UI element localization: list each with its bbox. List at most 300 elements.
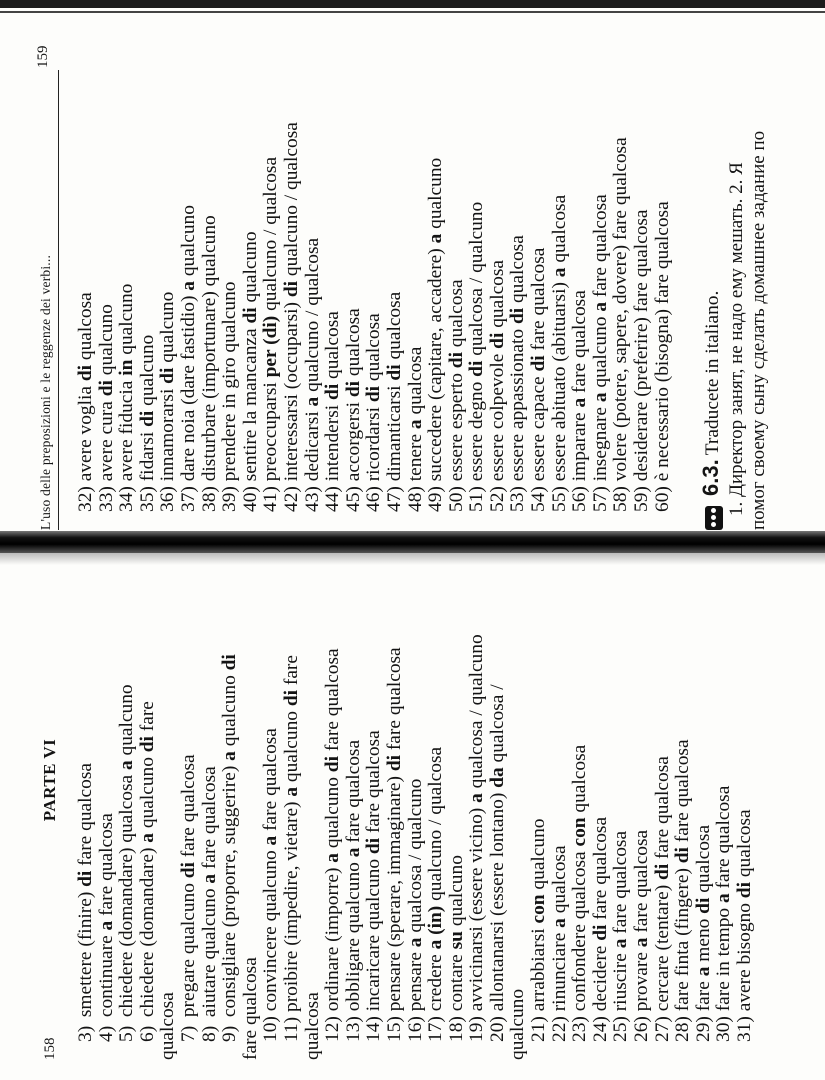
item-text: smettere (finire) [75, 886, 96, 1018]
item-text: qualcosa [548, 845, 570, 919]
item-text: preoccuparsi [260, 377, 282, 482]
item-text: qualcuno [177, 205, 199, 281]
item-text: qualcuno [136, 752, 158, 834]
item-text: essere degno [466, 376, 488, 482]
exercise-number: 6.3. [698, 459, 723, 496]
preposition: con [528, 894, 550, 924]
preposition: di [75, 870, 96, 887]
list-item [714, 560, 735, 1060]
preposition: a [569, 397, 591, 408]
item-number: 35) [136, 486, 158, 512]
item-text: consigliare (proporre, suggerire) [219, 760, 241, 1018]
preposition: a [404, 937, 426, 948]
item-text: qualcuno / qualcosa [260, 156, 282, 316]
item-number: 8) [198, 1025, 220, 1042]
page-159 [30, 30, 820, 530]
item-number: 20) [486, 1016, 508, 1042]
item-number: 50) [445, 486, 467, 512]
list-item [282, 560, 303, 1060]
item-text: qualcuno [280, 706, 302, 787]
preposition: di [734, 882, 755, 899]
item-number: 47) [383, 486, 405, 512]
exercise-dots-icon [705, 506, 723, 530]
list-item [570, 70, 591, 530]
list-item [406, 560, 427, 1060]
preposition: di [363, 837, 385, 855]
item-number: 34) [116, 486, 138, 512]
item-number: 19) [466, 1016, 488, 1042]
item-text: qualcuno [136, 334, 158, 411]
item-text: accorgersi [342, 397, 364, 482]
exercise-text-line-1: 1. Директор занят, не надо ему мешать. 2. Я [726, 162, 747, 516]
list-item [200, 70, 221, 530]
list-item [76, 70, 97, 530]
preposition: di [692, 897, 714, 914]
item-text: qualcosa [692, 824, 714, 898]
item-text: fare in tempo [713, 903, 735, 1012]
item-text: fare qualcosa [342, 739, 364, 848]
preposition: a [177, 280, 199, 291]
list-item [508, 70, 529, 530]
list-item [385, 560, 406, 1060]
item-text: qualcuno [589, 311, 611, 393]
item-number: 56) [569, 486, 591, 512]
preposition: di [157, 367, 179, 384]
preposition: a [280, 786, 302, 797]
item-text: qualcosa [383, 291, 405, 365]
item-text: innamorarsi [157, 383, 179, 482]
preposition: di [177, 862, 199, 879]
item-number: 15) [383, 1016, 405, 1042]
item-text: fare qualcosa [177, 754, 199, 863]
item-text: dimanticarsi [383, 380, 405, 482]
item-number: 5) [116, 1025, 138, 1042]
item-number: 9) [219, 1025, 241, 1042]
item-number: 29) [692, 1016, 714, 1042]
list-item [117, 70, 138, 530]
preposition: di [486, 332, 508, 349]
item-text: qualcuno / qualcosa [301, 237, 323, 397]
item-text: continuare [95, 930, 117, 1018]
part-title: PARTE VI [40, 738, 59, 822]
item-text: qualcuno [425, 157, 447, 234]
item-text: arrabbiarsi [528, 923, 550, 1012]
item-text: proibire (impedire, vietare) [280, 796, 302, 1012]
item-number: 37) [177, 486, 199, 512]
item-text: fare qualcosa [631, 829, 653, 938]
scan-edge-line [0, 11, 825, 13]
item-number: 12) [322, 1016, 344, 1042]
list-item-continuation [508, 560, 529, 1060]
list-item [488, 560, 509, 1060]
list-item [529, 70, 550, 530]
preposition: di [528, 355, 550, 372]
list-item [220, 560, 241, 1060]
preposition: per (di) [260, 315, 282, 378]
preposition: di [95, 380, 117, 397]
item-text: succedere (capitare, accadere) [425, 243, 447, 482]
item-text: qualcuno [219, 670, 241, 752]
item-text: meno [692, 913, 714, 967]
preposition: a [95, 920, 117, 931]
page-158 [30, 540, 820, 1080]
item-number: 44) [322, 486, 344, 512]
list-item [550, 70, 571, 530]
item-number: 25) [610, 1016, 632, 1042]
item-text: qualcuno [239, 231, 261, 308]
item-text: credere [425, 949, 447, 1012]
list-item [344, 70, 365, 530]
item-text: fare qualcosa [239, 957, 261, 1060]
preposition: di [239, 307, 261, 324]
preposition: a [589, 301, 611, 312]
item-text: qualcuno / qualcosa [280, 122, 302, 281]
item-text: imparare [569, 407, 591, 482]
item-number: 28) [672, 1016, 694, 1042]
preposition: a [425, 233, 447, 244]
item-text: fare qualcosa [322, 648, 344, 757]
list-item [591, 70, 612, 530]
item-text: obbligare qualcuno [342, 857, 364, 1012]
list-item [97, 560, 118, 1060]
item-number: 21) [528, 1016, 550, 1042]
preposition: di [672, 847, 694, 864]
list-item [344, 560, 365, 1060]
item-number: 14) [363, 1016, 385, 1042]
item-text: qualcosa [734, 809, 755, 883]
list-item [323, 70, 344, 530]
item-number: 22) [548, 1016, 570, 1042]
item-text: qualcuno [507, 988, 529, 1060]
item-number: 53) [507, 486, 529, 512]
preposition: di [280, 689, 302, 707]
item-number: 30) [713, 1016, 735, 1042]
item-number: 33) [95, 486, 117, 512]
item-text: qualcuno [95, 304, 117, 381]
item-number: 49) [425, 486, 447, 512]
item-text: prendere in giro qualcuno [219, 281, 241, 482]
item-text: dedicarsi [301, 406, 323, 482]
item-text: qualcosa / qualcuno [466, 201, 488, 361]
list-item [261, 560, 282, 1060]
item-text: insegnare [589, 402, 611, 482]
list-item [179, 70, 200, 530]
item-text: qualcosa [507, 235, 529, 308]
list-item [138, 70, 159, 530]
list-item [406, 70, 427, 530]
item-text: essere abituato (abituarsi) [548, 277, 570, 482]
list-item [550, 560, 571, 1060]
item-number: 59) [631, 486, 653, 512]
item-number: 3) [75, 1025, 96, 1042]
item-text: chiedere (domandare) qualcosa [116, 770, 138, 1018]
list-item [385, 70, 406, 530]
scan-edge-top [0, 0, 825, 8]
item-number: 31) [734, 1016, 755, 1042]
item-text: qualcosa [404, 346, 426, 420]
item-text: qualcosa [342, 308, 364, 381]
list-item [364, 560, 385, 1060]
preposition: di [136, 736, 158, 753]
item-text: chiedere (domandare) [136, 842, 158, 1018]
item-number: 39) [219, 486, 241, 512]
list-item [488, 70, 509, 530]
item-text: fare qualcosa [569, 290, 591, 398]
item-text: ordinare (imporre) [322, 862, 344, 1012]
exercise-title: Traducete in italiano. [702, 290, 723, 456]
item-text: qualcosa [322, 311, 344, 384]
item-text: fare [136, 701, 158, 737]
preposition: di [322, 383, 344, 400]
item-number: 4) [95, 1025, 117, 1042]
list-item [611, 70, 632, 530]
verb-list-right [76, 70, 673, 530]
item-text: fidarsi [136, 426, 158, 482]
preposition: a [548, 267, 570, 278]
item-number: 23) [569, 1016, 591, 1042]
item-text: qualcosa [486, 259, 508, 333]
item-text: qualcosa / qualcuno [466, 634, 488, 794]
item-number: 27) [651, 1016, 673, 1042]
item-number: 42) [280, 486, 302, 512]
item-text: fare [280, 655, 302, 690]
list-item [673, 560, 694, 1060]
list-item [303, 70, 324, 530]
item-text: qualcuno [322, 772, 344, 853]
item-text: fare qualcosa [528, 247, 550, 356]
item-number: 58) [610, 486, 632, 512]
preposition: di [383, 364, 405, 381]
exercise-text-line-2: помог своему сыну сделать домашнее задание по [748, 130, 769, 530]
item-text: fare qualcosa [713, 785, 735, 894]
item-text: volere (potere, sapere, dovere) fare qualcosa [610, 137, 632, 482]
preposition: di [322, 756, 344, 773]
item-text: qualcuno / qualcosa [425, 746, 447, 906]
item-number: 54) [528, 486, 550, 512]
item-text: riuscire [610, 948, 632, 1012]
item-text: fare qualcosa [672, 739, 694, 848]
item-text: avere voglia [75, 381, 96, 482]
item-text: avere cura [95, 396, 117, 482]
item-text: qualcosa [569, 744, 591, 818]
item-number: 46) [363, 486, 385, 512]
item-number: 57) [589, 486, 611, 512]
preposition: a [404, 419, 426, 430]
running-head: L'uso delle preposizioni e le reggenze dei verbi... [38, 254, 53, 530]
item-text: fare [692, 976, 714, 1012]
item-number: 17) [425, 1016, 447, 1042]
list-item [138, 560, 159, 1060]
item-text: qualcuno [528, 818, 550, 895]
item-number: 45) [342, 486, 364, 512]
preposition: a [116, 760, 138, 771]
running-head-rule [58, 70, 59, 530]
item-text: sentire la mancanza [239, 323, 261, 482]
page-number: 158 [42, 1037, 58, 1060]
item-number: 55) [548, 486, 570, 512]
item-text: provare [631, 947, 653, 1012]
item-number: 48) [404, 486, 426, 512]
item-text: fare qualcosa [651, 756, 673, 864]
item-number: 40) [239, 486, 261, 512]
preposition: di [466, 360, 488, 377]
list-item [261, 70, 282, 530]
preposition: di [651, 863, 673, 880]
item-text: essere esperto [445, 368, 467, 482]
item-number: 18) [445, 1016, 467, 1042]
preposition: di [383, 755, 405, 772]
preposition: da [486, 767, 508, 788]
list-item [529, 560, 550, 1060]
list-item [653, 70, 674, 530]
item-text: fare qualcosa [260, 728, 282, 836]
item-text: pregare qualcuno [177, 878, 199, 1018]
item-text: desiderare (preferire) fare qualcosa [631, 209, 653, 482]
list-item [653, 560, 674, 1060]
item-text: qualcuno [116, 283, 138, 360]
item-text: avere fiducia [116, 375, 138, 482]
item-text: fare qualcosa [363, 730, 385, 838]
list-item [179, 560, 200, 1060]
item-text: qualcosa [445, 279, 467, 353]
item-number: 6) [136, 1025, 158, 1042]
preposition: a [136, 833, 158, 843]
item-text: qualcosa / [486, 684, 508, 768]
item-number: 41) [260, 486, 282, 512]
item-text: cercare (tentare) [651, 879, 673, 1012]
list-item [447, 560, 468, 1060]
exercise-6-3 [698, 70, 770, 530]
preposition: di [363, 385, 385, 403]
item-text: fare qualcosa [589, 194, 611, 302]
item-number: 11) [280, 1016, 302, 1042]
preposition: a [692, 966, 714, 977]
list-item [467, 560, 488, 1060]
item-text: convincere qualcuno [260, 845, 282, 1012]
item-number: 26) [631, 1016, 653, 1042]
item-text: qualcuno [116, 684, 138, 761]
item-text: allontanarsi (essere lontano) [486, 787, 508, 1012]
item-number: 36) [157, 486, 179, 512]
preposition: di [219, 654, 241, 671]
list-item [426, 560, 447, 1060]
item-text: fare finta (fingere) [672, 863, 694, 1012]
preposition: a [610, 938, 632, 949]
preposition: a [713, 893, 735, 904]
preposition: a [589, 392, 611, 403]
preposition: a (in) [425, 905, 447, 950]
item-text: è necessario (bisogna) fare qualcosa [651, 201, 673, 482]
item-text: fare qualcosa [610, 830, 632, 939]
list-item [694, 560, 715, 1060]
preposition: su [445, 931, 467, 950]
list-item [426, 70, 447, 530]
item-text: qualcosa [363, 313, 385, 386]
preposition: di [589, 924, 611, 941]
item-text: fare qualcosa [95, 813, 117, 921]
item-text: contare [445, 949, 467, 1012]
item-text: qualcosa [157, 992, 179, 1060]
item-text: avere bisogno [734, 898, 755, 1012]
list-item [241, 70, 262, 530]
item-text: rinunciare [548, 927, 570, 1012]
item-text: essere capace [528, 371, 550, 482]
preposition: con [569, 817, 591, 847]
list-item [117, 560, 138, 1060]
preposition: di [136, 410, 158, 427]
item-number: 24) [589, 1016, 611, 1042]
item-text: ricordarsi [363, 402, 385, 482]
preposition: a [198, 873, 220, 884]
item-text: incaricare qualcuno [363, 854, 385, 1012]
preposition: di [342, 380, 364, 398]
preposition: a [631, 937, 653, 948]
item-text: dare noia (dare fastidio) [177, 290, 199, 482]
item-number: 7) [177, 1025, 199, 1042]
item-number: 32) [75, 486, 96, 512]
item-text: fare qualcosa [75, 763, 96, 871]
preposition: a [342, 847, 364, 858]
list-item [735, 560, 756, 1060]
item-number: 10) [260, 1016, 282, 1042]
list-item [447, 70, 468, 530]
list-item [611, 560, 632, 1060]
preposition: di [507, 307, 529, 325]
list-item-continuation [303, 560, 324, 1060]
item-text: qualcosa [301, 992, 323, 1060]
list-item [467, 70, 488, 530]
list-item [323, 560, 344, 1060]
item-number: 51) [466, 486, 488, 512]
preposition: in [116, 359, 138, 376]
item-text: fare qualcosa [198, 766, 220, 874]
item-number: 13) [342, 1016, 364, 1042]
item-text: qualcosa [548, 194, 570, 268]
item-text: avvicinarsi (essere vicino) [466, 802, 488, 1012]
item-text: essere colpevole [486, 348, 508, 482]
preposition: di [445, 352, 467, 369]
list-item [364, 70, 385, 530]
list-item [282, 70, 303, 530]
list-item [570, 560, 591, 1060]
list-item [220, 70, 241, 530]
list-item-continuation [158, 560, 179, 1060]
item-number: 16) [404, 1016, 426, 1042]
item-text: qualcosa [75, 292, 96, 365]
list-item [632, 560, 653, 1060]
list-item [591, 560, 612, 1060]
preposition: di [75, 364, 96, 382]
preposition: a [219, 751, 241, 761]
preposition: a [548, 918, 570, 928]
item-number: 38) [198, 486, 220, 512]
list-item [632, 70, 653, 530]
item-text: qualcosa / qualcuno [404, 778, 426, 938]
item-text: disturbare (importunare) qualcuno [198, 215, 220, 482]
list-item [97, 70, 118, 530]
item-text: qualcuno [157, 291, 179, 368]
item-text: decidere [589, 940, 611, 1012]
list-item [200, 560, 221, 1060]
item-text: intendersi [322, 399, 344, 482]
verb-list-left [76, 560, 756, 1060]
preposition: a [260, 835, 282, 846]
list-item-continuation [241, 560, 262, 1060]
preposition: di [280, 280, 302, 298]
item-number: 60) [651, 486, 673, 512]
item-text: aiutare qualcuno [198, 883, 220, 1018]
item-text: pensare (sperare, immaginare) [383, 771, 405, 1012]
